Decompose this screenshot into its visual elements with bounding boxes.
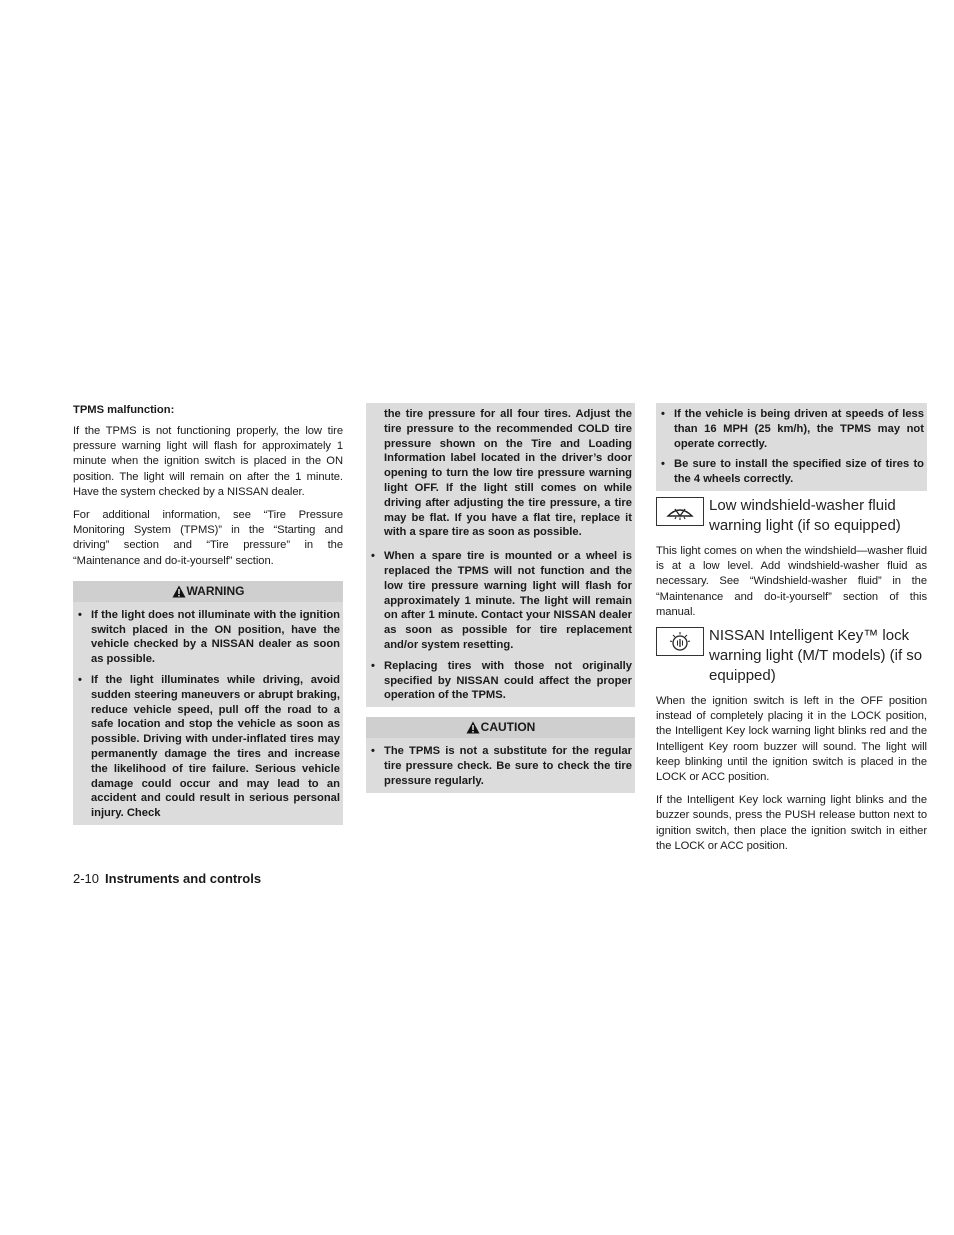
warning-list — [656, 403, 927, 491]
column-2 — [366, 403, 635, 793]
warning-header — [73, 581, 343, 602]
caution-title: CAUTION — [480, 720, 536, 735]
page-footer — [73, 871, 261, 887]
bullet-icon: • — [371, 745, 375, 758]
windshield-washer-icon — [656, 497, 704, 526]
key-title: NISSAN Intelligent Key™ lock warning light (M/T models) (if so equipped) — [709, 627, 923, 684]
list-item: • If the light does not illuminate with the ignition switch placed in the ON position, have the vehicle checked by a NISSAN dealer as soon as possible. — [78, 608, 340, 666]
warning-box-continued — [366, 403, 635, 707]
warning-icon — [172, 585, 186, 598]
warning-box — [73, 581, 343, 825]
list-item: • If the vehicle is being driven at speeds of less than 16 MPH (25 km/h), the TPMS may not operate correctly. — [661, 408, 924, 450]
page-number: 2-10 — [73, 871, 100, 886]
list-item: • Replacing tires with those not originally specified by NISSAN could affect the proper operation of the TPMS. — [371, 659, 632, 702]
paragraph: When the ignition switch is left in the OFF position instead of completely placing it in the LOCK position, the Intelligent Key lock warning light blinks red and the Intelligent Key room buzzer will sound. The light will keep blinking until the ignition switch is placed in the LOCK or ACC position. — [656, 695, 927, 784]
warning-icon — [466, 721, 480, 734]
key-heading — [656, 626, 927, 686]
list-item: • When a spare tire is mounted or a wheel is replaced the TPMS will not function and the low tire pressure warning light will flash for approximately 1 minute. The light will remain on after 1 minute. Contact your NISSAN dealer as soon as possible for tire replacement and/or system resetting. — [371, 550, 632, 651]
intelligent-key-icon — [656, 627, 704, 656]
section-name: Instruments and controls — [105, 871, 262, 886]
warning-list — [73, 605, 343, 825]
bullet-icon: • — [78, 608, 82, 621]
column-1 — [73, 403, 343, 825]
washer-title: Low windshield-washer fluid warning light (if so equipped) — [709, 496, 901, 534]
caution-box — [366, 717, 635, 792]
list-item: • The TPMS is not a substitute for the regular tire pressure check. Be sure to check the tire pressure regularly. — [371, 745, 632, 787]
washer-heading — [656, 496, 927, 536]
caution-header — [366, 717, 635, 738]
warning-title: WARNING — [186, 583, 245, 598]
warning-continuation: the tire pressure for all four tires. Adjust the tire pressure to the recommended COLD tire pressure shown on the Tire and Loading Information label located in the driver’s door opening to turn the low tire pressure warning light OFF. If the light still comes on while driving after adjusting the tire pressure, a tire may be flat. If you have a flat tire, replace it with a spare tire as soon as possible. — [384, 408, 632, 539]
bullet-icon: • — [661, 458, 665, 471]
column-3 — [656, 403, 927, 862]
bullet-icon: • — [371, 659, 375, 672]
paragraph: This light comes on when the windshield—washer fluid is at a low level. Add windshield-washer fluid as necessary. See “Windshield-washer fluid” in the “Maintenance and do-it-yourself” section of this manual. — [656, 544, 927, 618]
warning-list — [366, 543, 635, 707]
paragraph: For additional information, see “Tire Pressure Monitoring System (TPMS)” in the “Starting and driving” section and “Tire pressure” in the “Maintenance and do-it-yourself” section. — [73, 509, 343, 567]
warning-box-continued — [656, 403, 927, 491]
paragraph: If the Intelligent Key lock warning light blinks and the buzzer sounds, press the PUSH release button next to ignition switch, then place the ignition switch in either the LOCK or ACC position. — [656, 794, 927, 852]
caution-list — [366, 741, 635, 792]
list-item: • Be sure to install the specified size of tires to the 4 wheels correctly. — [661, 458, 924, 486]
list-item: • If the light illuminates while driving, avoid sudden steering maneuvers or abrupt braking, reduce vehicle speed, pull off the road to a safe location and stop the vehicle as soon as possible. Driving with under-inflated tires may permanently damage the tires and increase the likelihood of tire failure. Serious vehicle damage could occur and may lead to an accident and could result in serious personal injury. Check — [78, 674, 340, 820]
section-heading: TPMS malfunction: — [73, 404, 175, 416]
bullet-icon: • — [661, 408, 665, 420]
bullet-icon: • — [78, 674, 82, 687]
bullet-icon: • — [371, 550, 375, 563]
paragraph: If the TPMS is not functioning properly, the low tire pressure warning light will flash for approximately 1 minute when the ignition switch is placed in the ON position. The light will remain on after the 1 minute. Have the system checked by a NISSAN dealer. — [73, 425, 343, 498]
